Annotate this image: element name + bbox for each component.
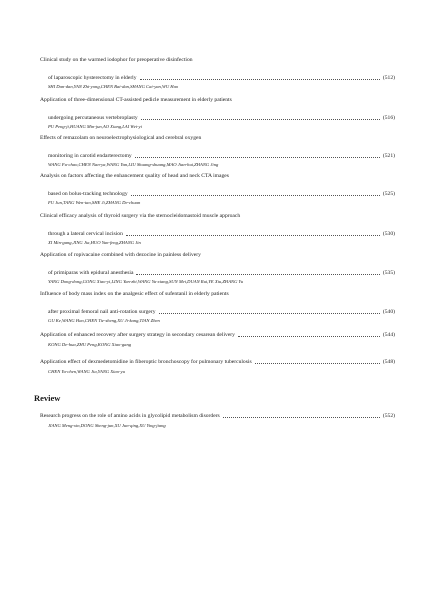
- entry-title-text: Application effect of dexmedetomidine in fiberoptic bronchoscopy for pulmonary tuberculosis: [40, 359, 252, 365]
- entry-title-text: Research progress on the role of amino acids in glycolipid metabolism disorders: [40, 413, 220, 419]
- entry-title-line2: [48, 270, 395, 277]
- dot-leader: [126, 235, 380, 236]
- page-number: (525): [382, 190, 395, 197]
- dot-leader: [238, 336, 380, 337]
- dot-leader: [159, 313, 380, 314]
- entry-title-line2: [48, 153, 395, 160]
- toc-entry[interactable]: [40, 252, 395, 284]
- entry-authors: FU Jun,TANG Wen-tao,SHE Ji,ZHANG De-chuan: [48, 199, 141, 205]
- entry-authors: SHI Dan-dan,YAN Zhi-yong,CHEN Bai-dan,SHANG Cai-yan,WU Hao: [48, 83, 179, 89]
- toc-entry[interactable]: [40, 359, 395, 374]
- entry-title-line1: Analysis on factors affecting the enhancement quality of head and neck CTA images: [40, 173, 229, 179]
- entry-authors: YANG Dong-dong,GONG Xiao-yi,LING Yan-zhi,WANG Yu-xiang,SUN Mei,DUAN Rui,YE Xiu,ZHANG Yu: [48, 278, 243, 284]
- entry-authors: GU Ke,WANG Hao,CHEN Tie-sheng,XU Ji-kang,TIAN Zhen: [48, 317, 160, 323]
- entry-title-line2: [48, 309, 395, 316]
- page-number: (544): [382, 332, 395, 338]
- toc-entry[interactable]: [40, 57, 395, 89]
- dot-leader: [255, 363, 380, 364]
- page-number: (521): [382, 152, 395, 159]
- entry-title-line2: [48, 75, 395, 82]
- entry-title-text: of laparoscopic hysterectomy in elderly: [48, 74, 137, 81]
- entry-title-text: undergoing percutaneous vertebroplasty: [48, 114, 138, 121]
- page-number: (512): [382, 74, 395, 81]
- entry-title-text: monitoring in carotid endarterectomy: [48, 152, 132, 159]
- toc-entry[interactable]: [40, 213, 395, 245]
- entry-authors: CHEN Yu-chen,WANG Jia,YANG Xiao-yu: [48, 368, 125, 374]
- dot-leader: [131, 195, 380, 196]
- entry-title-text: Application of enhanced recovery after surgery strategy in secondary cesarean delivery: [40, 332, 235, 338]
- page-number: (552): [382, 413, 395, 419]
- toc-entry[interactable]: [40, 135, 395, 167]
- page-number: (548): [382, 359, 395, 365]
- entry-authors: JIANG Meng-xin,DONG Sheng-jun,XU Jun-qing,XU Ying-jiang: [48, 422, 166, 428]
- entry-title-line2: [48, 231, 395, 238]
- entry-title-text: through a lateral cervical incision: [48, 230, 123, 237]
- dot-leader: [135, 157, 380, 158]
- entry-title-line1: [40, 413, 395, 420]
- entry-authors: XI Min-gang,JING Jia,HUO Yun-feng,ZHANG Jin: [48, 239, 141, 245]
- dot-leader: [140, 79, 380, 80]
- section-heading-review: Review: [34, 393, 61, 403]
- entry-title-line1: [40, 332, 395, 339]
- toc-entry[interactable]: [40, 97, 395, 129]
- entry-title-line2: [48, 115, 395, 122]
- entry-title-line2: [48, 191, 395, 198]
- toc-entry[interactable]: [40, 291, 395, 323]
- entry-title-line1: Influence of body mass index on the analgesic effect of sufentanil in elderly patients: [40, 291, 229, 297]
- entry-title-line1: Application of ropivacaine combined with dezocine in painless delivery: [40, 252, 201, 258]
- toc-entry[interactable]: [40, 332, 395, 347]
- entry-title-line1: [40, 359, 395, 366]
- dot-leader: [136, 274, 379, 275]
- entry-title-line1: Application of three-dimensional CT-assisted pedicle measurement in elderly patients: [40, 97, 232, 103]
- entry-title-text: after proximal femoral nail anti-rotation surgery: [48, 308, 156, 315]
- page-number: (535): [382, 269, 395, 276]
- entry-title-line1: Clinical efficacy analysis of thyroid surgery via the sternocleidomastoid muscle approach: [40, 213, 241, 219]
- entry-title-text: of primiparas with epidural anesthesia: [48, 269, 134, 276]
- page-number: (516): [382, 114, 395, 121]
- entry-authors: WANG Fu-chao,CHEN Nan-ya,WANG Yan,LIU Shuang-shuang,MAO Jian-hui,ZHANG Jing: [48, 161, 219, 167]
- dot-leader: [141, 119, 380, 120]
- dot-leader: [223, 417, 380, 418]
- page-number: (530): [382, 230, 395, 237]
- page-number: (540): [382, 308, 395, 315]
- entry-title-line1: Clinical study on the warmed iodophor for preoperative disinfection: [40, 57, 193, 63]
- entry-title-text: based on bolus-tracking technology: [48, 190, 128, 197]
- entry-authors: KONG De-hua,ZHU Peng,KONG Xiao-gang: [48, 341, 132, 347]
- entry-authors: PU Peng-ji,HUANG Min-jun,AO Xiang,LAI Wei-yi: [48, 123, 142, 129]
- toc-entry[interactable]: [40, 173, 395, 205]
- entry-title-line1: Effects of remazolam on neuroelectrophysiological and cerebral oxygen: [40, 135, 202, 141]
- toc-entry[interactable]: [40, 413, 395, 428]
